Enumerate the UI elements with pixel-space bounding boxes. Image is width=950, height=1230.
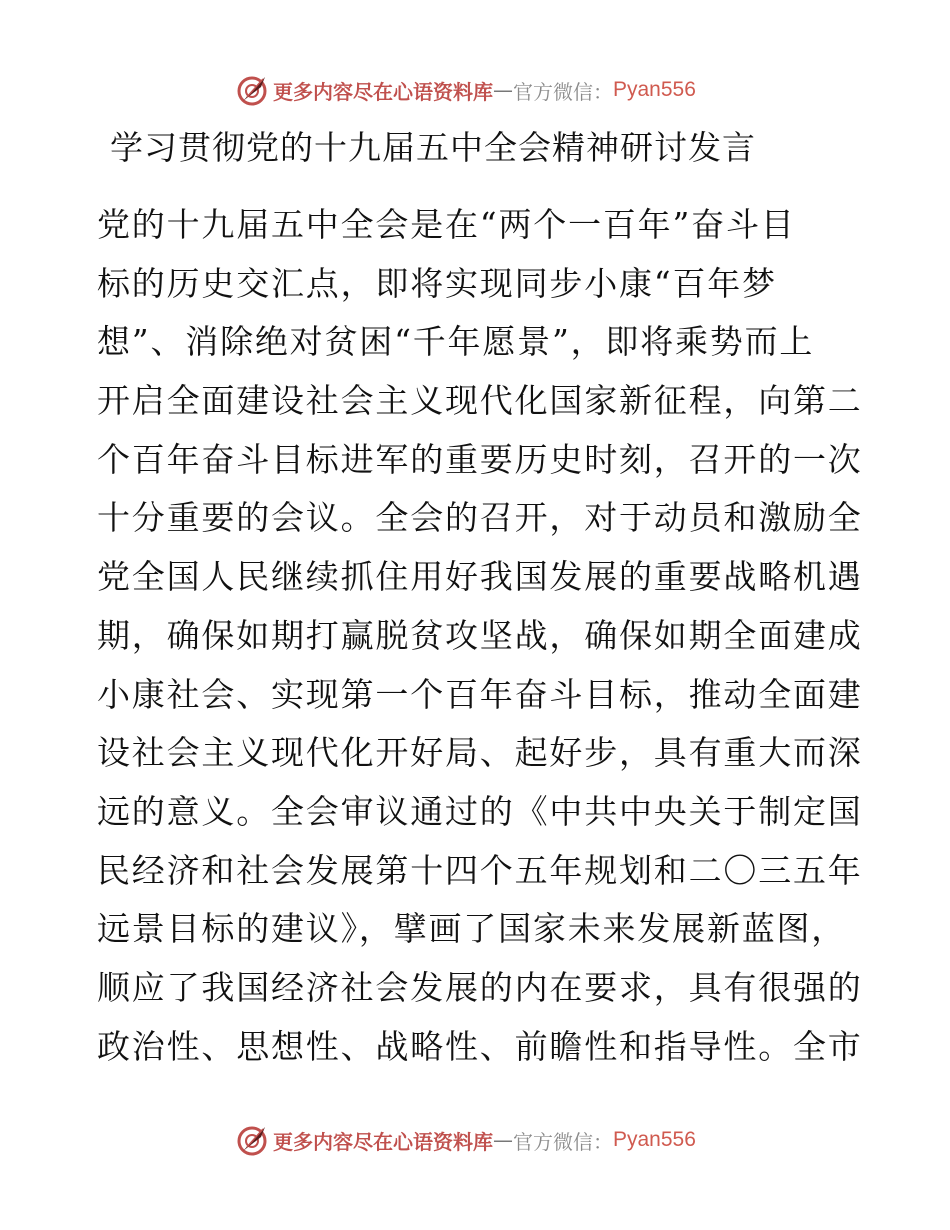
document-body <box>97 196 863 1076</box>
quill-logo-icon <box>235 73 269 107</box>
body-line: 开启全面建设社会主义现代化国家新征程，向第二 <box>97 381 863 421</box>
body-line: 远景目标的建议》，擘画了国家未来发展新蓝图， <box>97 909 847 949</box>
body-line: 顺应了我国经济社会发展的内在要求，具有很强的 <box>97 967 863 1007</box>
body-line: 政治性、思想性、战略性、前瞻性和指导性。全市 <box>97 1026 863 1066</box>
body-line: 民经济和社会发展第十四个五年规划和二〇三五年 <box>97 850 863 890</box>
banner-wechat-id: Pyan556 <box>613 1128 696 1151</box>
banner-wechat-id: Pyan556 <box>613 78 696 101</box>
banner-official-label: 官方微信： <box>513 79 613 104</box>
banner-site-name: 更多内容尽在心语资料库 <box>273 1129 493 1154</box>
quill-logo-icon <box>235 1123 269 1157</box>
body-line: 想”、消除绝对贫困“千年愿景”，即将乘势而上 <box>97 322 815 362</box>
banner-site-name: 更多内容尽在心语资料库 <box>273 79 493 104</box>
banner-official-label: 官方微信： <box>513 1129 613 1154</box>
header-banner <box>235 72 696 108</box>
document-title: 学习贯彻党的十九届五中全会精神研讨发言 <box>110 128 756 167</box>
body-line: 期，确保如期打赢脱贫攻坚战，确保如期全面建成 <box>97 615 863 655</box>
body-line: 个百年奋斗目标进军的重要历史时刻，召开的一次 <box>97 439 863 479</box>
banner-separator: — <box>493 78 513 102</box>
body-line: 党的十九届五中全会是在“两个一百年”奋斗目 <box>97 205 796 244</box>
banner-separator: — <box>493 1128 513 1152</box>
body-line: 小康社会、实现第一个百年奋斗目标，推动全面建 <box>97 674 863 714</box>
body-line: 十分重要的会议。全会的召开，对于动员和激励全 <box>97 498 863 538</box>
body-line: 党全国人民继续抓住用好我国发展的重要战略机遇 <box>97 557 863 597</box>
body-line: 标的历史交汇点，即将实现同步小康“百年梦 <box>97 263 777 303</box>
body-line: 设社会主义现代化开好局、起好步，具有重大而深 <box>97 733 863 773</box>
footer-banner <box>235 1122 696 1158</box>
body-line: 远的意义。全会审议通过的《中共中央关于制定国 <box>97 791 863 831</box>
